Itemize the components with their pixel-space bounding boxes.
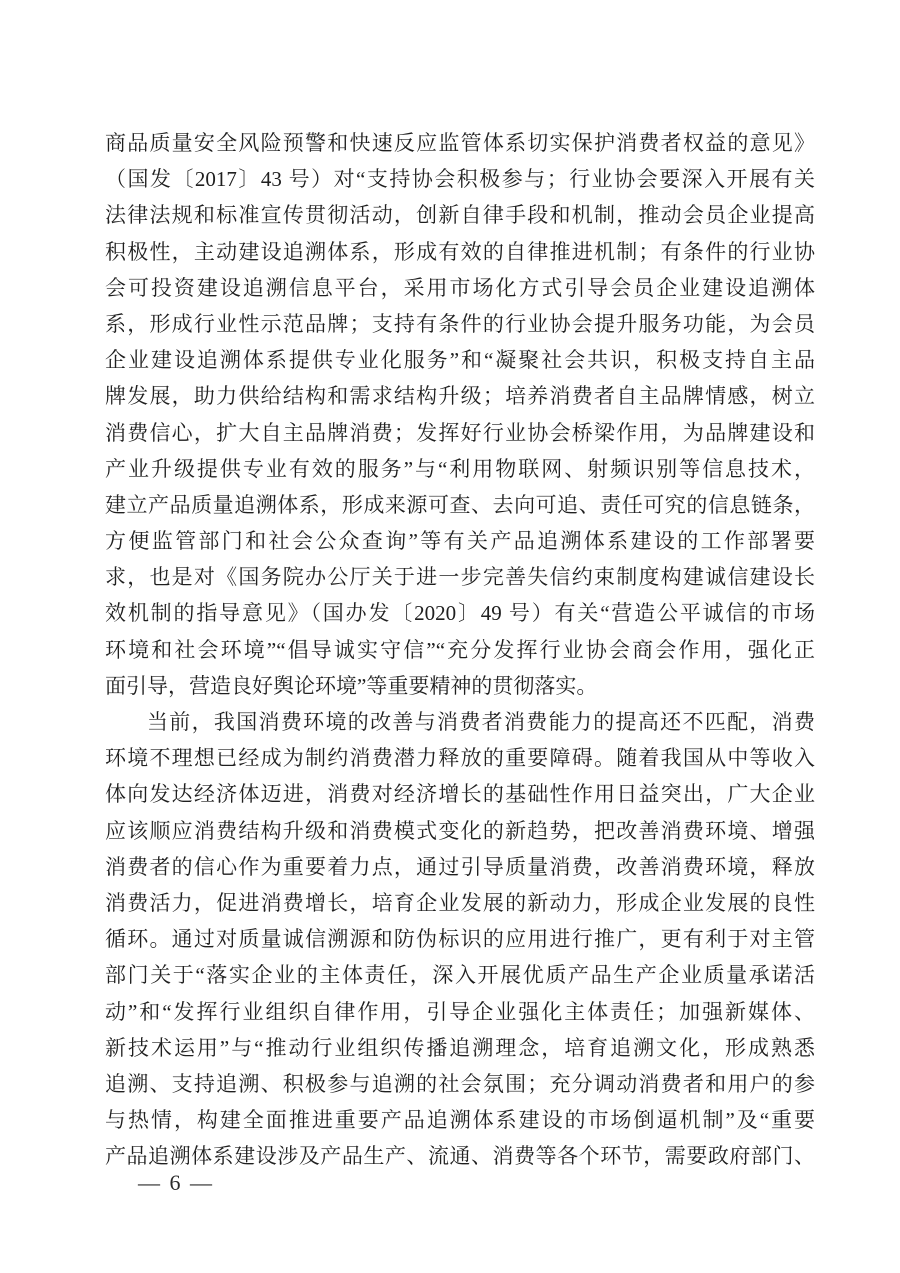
text-line: 追溯、支持追溯、积极参与追溯的社会氛围；充分调动消费者和用户的参	[105, 1071, 815, 1096]
text-line: 产品追溯体系建设涉及产品生产、流通、消费等各个环节，需要政府部门、	[105, 1144, 815, 1169]
text-line: 法律法规和标准宣传贯彻活动，创新自律手段和机制，推动会员企业提高	[105, 203, 815, 228]
text-line: 消费者的信心作为重要着力点，通过引导质量消费，改善消费环境，释放	[105, 854, 815, 879]
text-line: 消费活力，促进消费增长，培育企业发展的新动力，形成企业发展的良性	[105, 890, 815, 915]
text-line: 求，也是对《国务院办公厅关于进一步完善失信约束制度构建诚信建设长	[105, 565, 815, 590]
text-line: 建立产品质量追溯体系，形成来源可查、去向可追、责任可究的信息链条，	[105, 492, 815, 517]
document-body	[105, 125, 815, 1174]
text-line: 消费信心，扩大自主品牌消费；发挥好行业协会桥梁作用，为品牌建设和	[105, 420, 815, 445]
text-line: 商品质量安全风险预警和快速反应监管体系切实保护消费者权益的意见》	[105, 131, 815, 155]
text-line: 企业建设追溯体系提供专业化服务”和“凝聚社会共识，积极支持自主品	[105, 348, 815, 373]
text-line: 与热情，构建全面推进重要产品追溯体系建设的市场倒逼机制”及“重要	[105, 1108, 815, 1133]
text-line: 会可投资建设追溯信息平台，采用市场化方式引导会员企业建设追溯体	[105, 275, 815, 300]
text-line: 环境和社会环境”“倡导诚实守信”“充分发挥行业协会商会作用，强化正	[105, 637, 815, 662]
text-line: （国发〔2017〕43 号）对“支持协会积极参与；行业协会要深入开展有关	[105, 167, 815, 192]
text-line: 应该顺应消费结构升级和消费模式变化的新趋势，把改善消费环境、增强	[105, 818, 815, 843]
text-line: 体向发达经济体迈进，消费对经济增长的基础性作用日益突出，广大企业	[105, 782, 815, 807]
text-line: 部门关于“落实企业的主体责任，深入开展优质产品生产企业质量承诺活	[105, 963, 815, 988]
text-line: 产业升级提供专业有效的服务”与“利用物联网、射频识别等信息技术，	[105, 456, 815, 481]
text-line: 当前，我国消费环境的改善与消费者消费能力的提高还不匹配，消费	[147, 710, 815, 734]
text-line: 系，形成行业性示范品牌；支持有条件的行业协会提升服务功能，为会员	[105, 311, 815, 336]
text-line: 牌发展，助力供给结构和需求结构升级；培养消费者自主品牌情感，树立	[105, 384, 815, 409]
text-line: 循环。通过对质量诚信溯源和防伪标识的应用进行推广，更有利于对主管	[105, 927, 815, 952]
text-line: 面引导，营造良好舆论环境”等重要精神的贯彻落实。	[105, 673, 598, 698]
page-number: — 6 —	[138, 1170, 214, 1195]
text-line: 效机制的指导意见》（国办发〔2020〕49 号）有关“营造公平诚信的市场	[105, 601, 815, 626]
text-line: 环境不理想已经成为制约消费潜力释放的重要障碍。随着我国从中等收入	[105, 746, 815, 771]
text-line: 方便监管部门和社会公众查询”等有关产品追溯体系建设的工作部署要	[105, 529, 815, 554]
text-line: 新技术运用”与“推动行业组织传播追溯理念，培育追溯文化，形成熟悉	[105, 1035, 815, 1060]
text-line: 积极性，主动建设追溯体系，形成有效的自律推进机制；有条件的行业协	[105, 239, 815, 264]
text-line: 动”和“发挥行业组织自律作用，引导企业强化主体责任；加强新媒体、	[105, 999, 815, 1024]
